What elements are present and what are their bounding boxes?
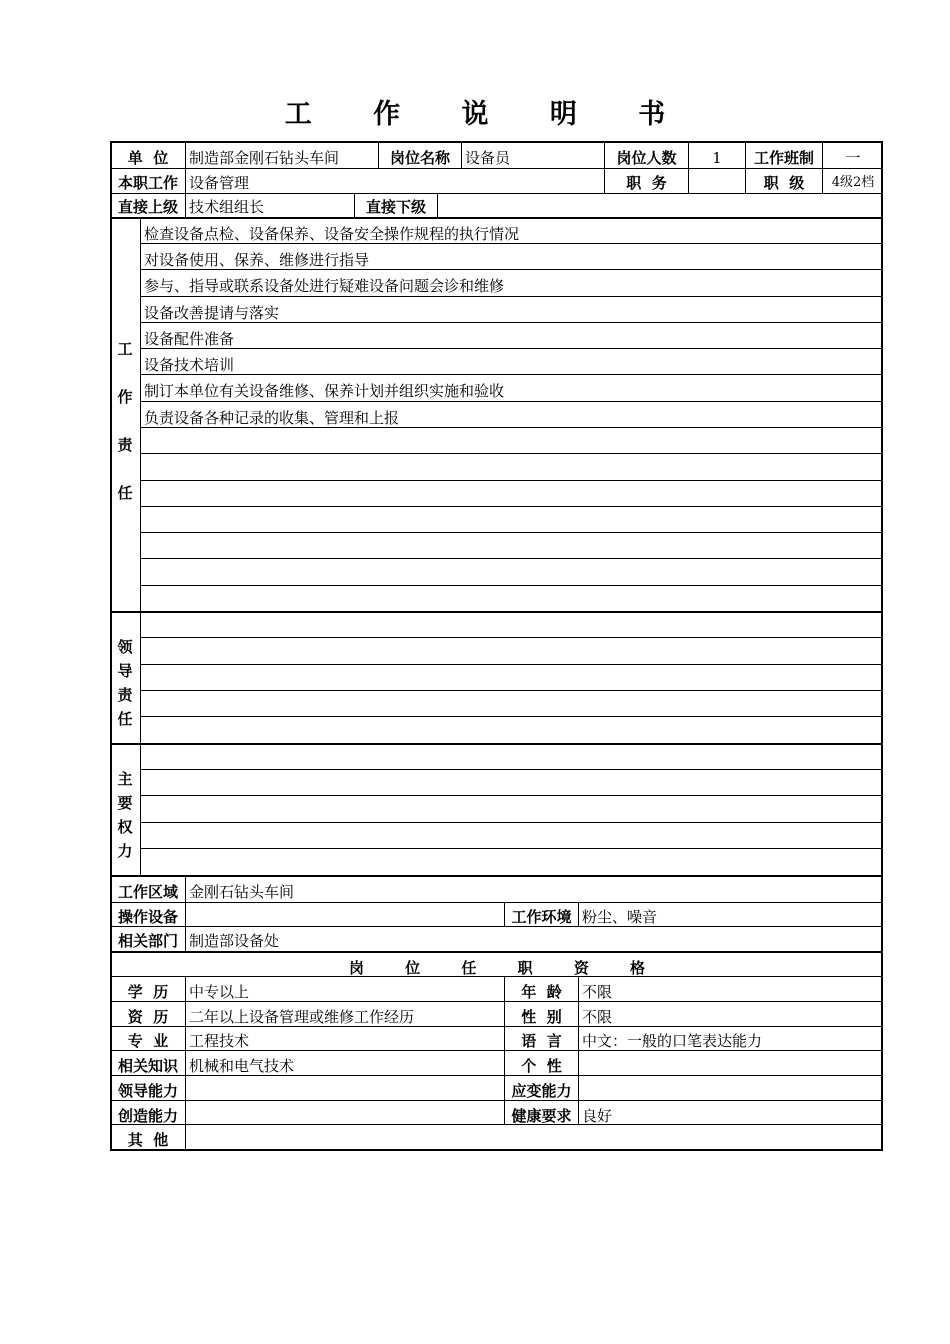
leadership-label-char: 领 — [117, 638, 133, 656]
age-value: 不限 — [582, 983, 613, 1001]
leadership-label-char: 导 — [117, 662, 133, 680]
authority-label-char: 主 — [117, 770, 133, 788]
duty-label: 职 务 — [626, 174, 667, 192]
row-divider — [140, 480, 883, 481]
subordinate-label: 直接下级 — [365, 198, 426, 216]
work-area-label: 工作区域 — [117, 883, 178, 901]
row-divider — [140, 664, 883, 665]
grade-label: 职 级 — [763, 174, 805, 192]
responsibilities-label-char: 任 — [117, 484, 133, 502]
leadership-label-char: 责 — [117, 686, 133, 704]
major-value: 工程技术 — [189, 1032, 250, 1050]
related-dept-label: 相关部门 — [117, 932, 178, 950]
health-label: 健康要求 — [511, 1107, 572, 1125]
major-label: 专 业 — [127, 1032, 169, 1050]
col-divider — [578, 976, 579, 1125]
row-divider — [140, 374, 883, 375]
responsibility-item: 设备技术培训 — [144, 356, 235, 374]
knowledge-value: 机械和电气技术 — [189, 1057, 295, 1075]
col-divider — [185, 976, 186, 1150]
position-name-label: 岗位名称 — [389, 149, 450, 167]
responsibilities-label-char: 作 — [117, 388, 133, 406]
row-divider — [140, 348, 883, 349]
grade-value: 4级2档 — [831, 175, 875, 190]
row-divider — [140, 848, 883, 849]
responsibilities-label-char: 责 — [117, 436, 133, 454]
authority-label-char: 权 — [117, 818, 133, 836]
col-divider — [578, 902, 579, 927]
shift-value: 一 — [845, 149, 861, 167]
row-divider — [140, 795, 883, 796]
language-label: 语 言 — [521, 1032, 562, 1050]
experience-value: 二年以上设备管理或维修工作经历 — [189, 1008, 415, 1026]
responsibility-item: 检查设备点检、设备保养、设备安全操作规程的执行情况 — [144, 225, 520, 243]
row-divider — [110, 1124, 883, 1125]
job-value: 设备管理 — [189, 174, 250, 192]
col-divider — [437, 193, 438, 218]
education-label: 学 历 — [127, 983, 169, 1001]
responsibility-item: 负责设备各种记录的收集、管理和上报 — [144, 409, 400, 427]
row-divider — [110, 976, 883, 977]
experience-label: 资 历 — [127, 1008, 169, 1026]
unit-label: 单 位 — [127, 149, 169, 167]
responsibility-item: 参与、指导或联系设备处进行疑难设备问题会诊和维修 — [144, 277, 505, 295]
row-divider — [140, 532, 883, 533]
headcount-label: 岗位人数 — [616, 149, 677, 167]
authority-label-char: 力 — [117, 842, 133, 860]
superior-label: 直接上级 — [117, 198, 178, 216]
work-area-value: 金刚石钻头车间 — [189, 883, 295, 901]
row-divider — [140, 769, 883, 770]
knowledge-label: 相关知识 — [117, 1057, 178, 1075]
col-divider — [185, 876, 186, 952]
row-divider — [140, 506, 883, 507]
responsibility-item: 制订本单位有关设备维修、保养计划并组织实施和验收 — [144, 382, 505, 400]
qualifications-heading: 岗 位 任 职 资 格 — [348, 959, 664, 977]
equipment-label: 操作设备 — [117, 908, 178, 926]
row-divider — [140, 716, 883, 717]
shift-label: 工作班制 — [753, 149, 814, 167]
language-value: 中文：一般的口笔表达能力 — [582, 1032, 763, 1050]
responsibility-item: 对设备使用、保养、维修进行指导 — [144, 251, 370, 269]
gender-label: 性 别 — [521, 1008, 562, 1026]
row-divider — [140, 690, 883, 691]
row-divider — [140, 822, 883, 823]
position-name-value: 设备员 — [465, 149, 511, 167]
leadership-ability-label: 领导能力 — [117, 1082, 178, 1100]
col-divider — [461, 142, 462, 169]
authority-label-char: 要 — [117, 794, 133, 812]
other-label: 其 他 — [127, 1131, 169, 1149]
creativity-label: 创造能力 — [117, 1107, 178, 1125]
section-divider — [110, 875, 883, 877]
superior-value: 技术组组长 — [189, 198, 265, 216]
personality-label: 个 性 — [521, 1057, 562, 1075]
work-environment-label: 工作环境 — [511, 908, 572, 926]
section-divider — [110, 743, 883, 745]
row-divider — [110, 1100, 883, 1101]
health-value: 良好 — [582, 1107, 613, 1125]
page-title: 工 作 说 明 书 — [284, 99, 692, 130]
gender-value: 不限 — [582, 1008, 613, 1026]
headcount-value: 1 — [712, 149, 722, 167]
unit-value: 制造部金刚石钻头车间 — [189, 149, 340, 167]
row-divider — [110, 926, 883, 927]
col-divider — [185, 142, 186, 218]
row-divider — [140, 585, 883, 586]
responsibilities-label-char: 工 — [117, 340, 133, 358]
col-divider — [140, 218, 141, 875]
row-divider — [140, 558, 883, 559]
row-divider — [140, 637, 883, 638]
work-environment-value: 粉尘、噪音 — [582, 908, 658, 926]
section-divider — [110, 611, 883, 613]
responsibility-item: 设备改善提请与落实 — [144, 304, 280, 322]
responsibility-item: 设备配件准备 — [144, 330, 235, 348]
leadership-label-char: 任 — [117, 710, 133, 728]
age-label: 年 龄 — [521, 983, 562, 1001]
related-dept-value: 制造部设备处 — [189, 932, 280, 950]
job-label: 本职工作 — [117, 174, 178, 192]
adaptability-label: 应变能力 — [511, 1082, 572, 1100]
row-divider — [140, 453, 883, 454]
education-value: 中专以上 — [189, 983, 250, 1001]
